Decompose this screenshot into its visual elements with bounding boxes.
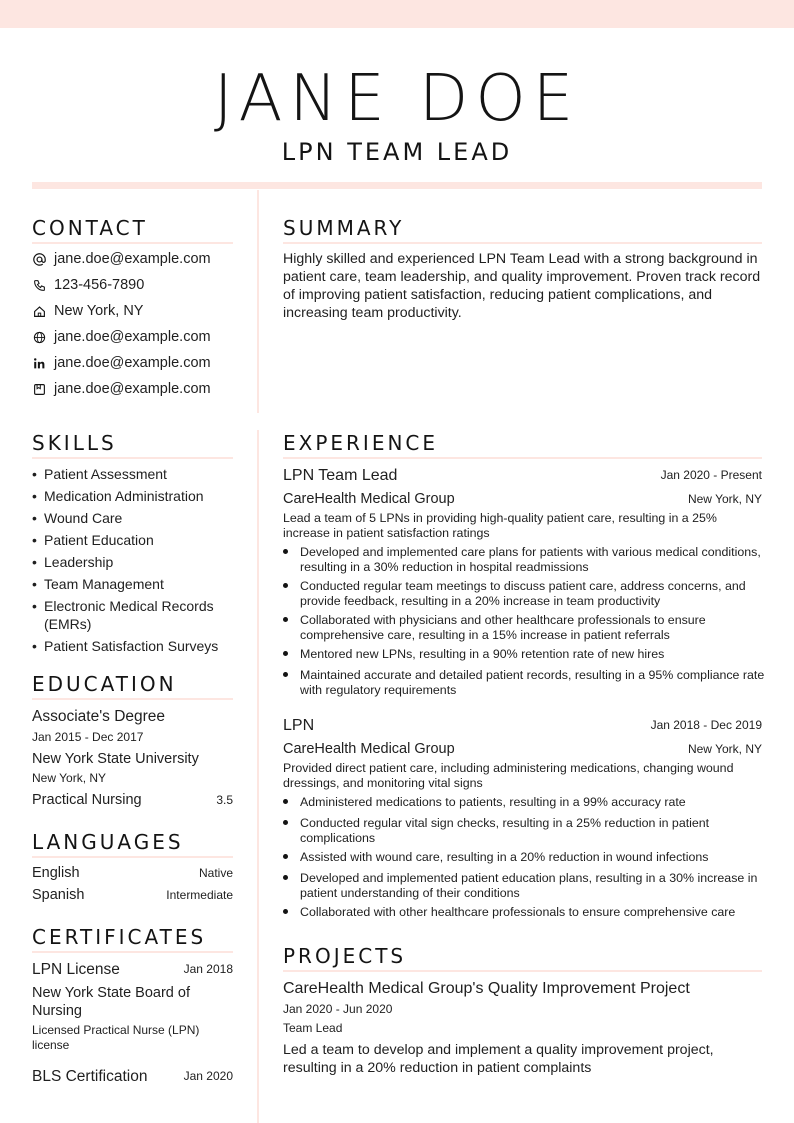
education-heading: EDUCATION — [32, 672, 233, 700]
contact-heading: CONTACT — [32, 216, 233, 244]
at-icon — [32, 252, 46, 266]
job-location: New York, NY — [687, 492, 762, 506]
certificate-description: Licensed Practical Nurse (LPN) license — [32, 1023, 200, 1052]
skill-item: • Electronic Medical Records (EMRs) — [32, 597, 244, 633]
certificates-heading: CERTIFICATES — [32, 925, 233, 953]
job-bullet: Conducted regular vital sign checks, resulting in a 25% reduction in patient complications — [283, 816, 779, 846]
contact-email[interactable] — [32, 249, 211, 269]
header-divider — [32, 182, 762, 189]
education-degree: Associate's Degree — [32, 708, 166, 725]
top-accent-band — [0, 0, 794, 28]
job-bullet: Developed and implemented patient education plans, resulting in a 30% increase in patient understanding of their conditions — [283, 871, 779, 901]
projects-heading: PROJECTS — [283, 944, 762, 972]
skill-item: • Team Management — [32, 575, 249, 593]
language-level: Intermediate — [166, 888, 233, 902]
education-field: Practical Nursing — [32, 792, 142, 808]
job-role: LPN Team Lead — [283, 467, 398, 484]
languages-heading: LANGUAGES — [32, 830, 233, 858]
contact-linkedin[interactable] — [32, 353, 211, 373]
job-company: CareHealth Medical Group — [283, 741, 455, 757]
column-divider — [257, 190, 259, 413]
skill-item: • Leadership — [32, 553, 249, 571]
job-bullet: Mentored new LPNs, resulting in a 90% retention rate of new hires — [283, 647, 779, 662]
job-summary: Lead a team of 5 LPNs in providing high-quality patient care, resulting in a 25% increase in patient satisfaction ratings — [283, 511, 717, 540]
contact-linkedin-text: jane.doe@example.com — [54, 355, 211, 371]
language-level: Native — [198, 866, 233, 880]
skills-heading: SKILLS — [32, 431, 233, 459]
contact-portfolio-text: jane.doe@example.com — [54, 381, 211, 397]
experience-heading: EXPERIENCE — [283, 431, 762, 459]
language-name: Spanish — [32, 887, 85, 903]
contact-email-text: jane.doe@example.com — [54, 251, 211, 267]
skill-item: • Patient Education — [32, 531, 249, 549]
job-dates: Jan 2020 - Present — [660, 468, 762, 482]
certificate-name: LPN License — [32, 961, 120, 978]
job-summary: Provided direct patient care, including administering medications, changing wound dressings, and monitoring vital signs — [283, 761, 734, 790]
home-icon — [32, 304, 46, 318]
project-role: Team Lead — [283, 1021, 343, 1035]
contact-portfolio[interactable] — [32, 379, 211, 399]
certificate-issuer: New York State Board of Nursing — [32, 985, 190, 1019]
summary-heading: SUMMARY — [283, 216, 762, 244]
job-bullet: Developed and implemented care plans for patients with various medical conditions, resulting in a 30% reduction in hospital readmissions — [283, 545, 779, 575]
linkedin-icon — [32, 356, 46, 370]
education-dates: Jan 2015 - Dec 2017 — [32, 730, 144, 744]
contact-location-text: New York, NY — [54, 303, 144, 319]
candidate-title: LPN TEAM LEAD — [281, 138, 513, 166]
skill-item: • Medication Administration — [32, 487, 249, 505]
project-description: Led a team to develop and implement a quality improvement project, resulting in a 20% reduction in patient complaints — [283, 1042, 714, 1076]
contact-location — [32, 301, 143, 321]
job-role: LPN — [283, 717, 315, 734]
job-bullet: Conducted regular team meetings to discuss patient care, address concerns, and provide feedback, resulting in a 20% increase in team productivity — [283, 579, 779, 609]
education-location: New York, NY — [32, 771, 107, 785]
job-bullet: Administered medications to patients, resulting in a 99% accuracy rate — [283, 795, 779, 810]
certificate-date: Jan 2020 — [183, 1069, 233, 1083]
job-company: CareHealth Medical Group — [283, 491, 455, 507]
job-dates: Jan 2018 - Dec 2019 — [650, 718, 762, 732]
certificate-name: BLS Certification — [32, 1068, 148, 1085]
candidate-name: JANE DOE — [213, 62, 581, 136]
portfolio-icon — [32, 382, 46, 396]
education-school: New York State University — [32, 751, 199, 767]
skill-item: • Patient Satisfaction Surveys — [32, 637, 249, 655]
column-divider — [257, 430, 259, 1123]
project-title: CareHealth Medical Group's Quality Improvement Project — [283, 980, 690, 997]
job-location: New York, NY — [687, 742, 762, 756]
skill-item: • Patient Assessment — [32, 465, 249, 483]
contact-website[interactable] — [32, 327, 211, 347]
certificate-date: Jan 2018 — [183, 962, 233, 976]
project-dates: Jan 2020 - Jun 2020 — [283, 1002, 393, 1016]
globe-icon — [32, 330, 46, 344]
language-name: English — [32, 865, 80, 881]
job-bullet: Collaborated with physicians and other healthcare professionals to ensure comprehensive care, resulting in a 15% increase in patient referrals — [283, 613, 779, 643]
job-bullet: Assisted with wound care, resulting in a 20% reduction in wound infections — [283, 850, 779, 865]
job-bullet: Collaborated with other healthcare professionals to ensure comprehensive care — [283, 905, 779, 920]
contact-phone[interactable] — [32, 275, 144, 295]
summary-text: Highly skilled and experienced LPN Team Lead with a strong background in patient care, team leadership, and quality improvement. Proven track record of improving patient satisfaction, reducing patient complications, and increasing team productivity. — [283, 251, 761, 321]
phone-icon — [32, 278, 46, 292]
contact-phone-text: 123-456-7890 — [54, 277, 145, 293]
job-bullet: Maintained accurate and detailed patient records, resulting in a 95% compliance rate with regulatory requirements — [283, 668, 779, 698]
contact-website-text: jane.doe@example.com — [54, 329, 211, 345]
education-gpa: 3.5 — [216, 793, 233, 807]
skill-item: • Wound Care — [32, 509, 249, 527]
